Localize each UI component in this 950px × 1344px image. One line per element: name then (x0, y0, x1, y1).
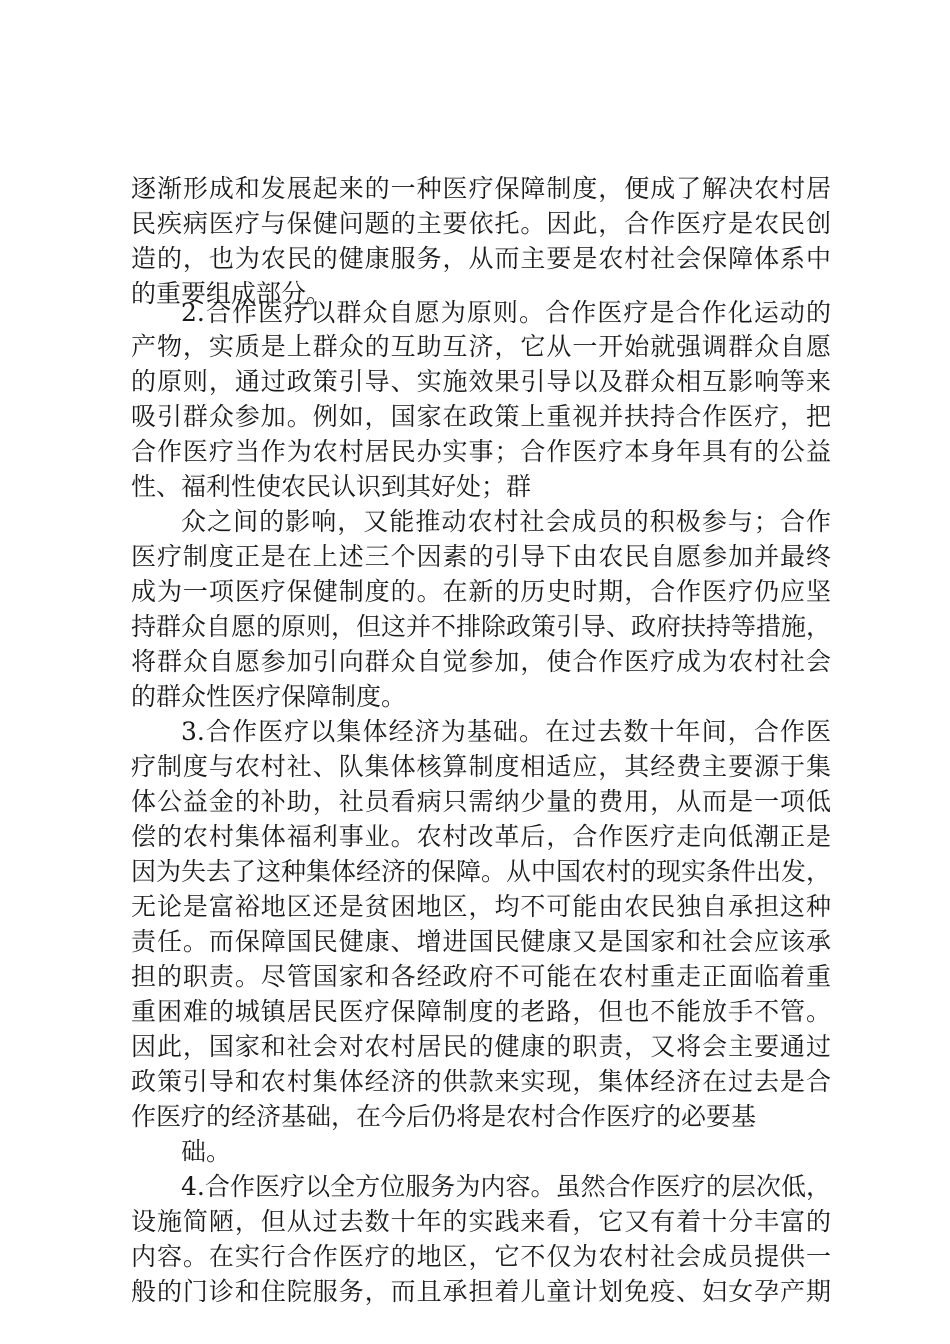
text-line: 重困难的城镇居民医疗保障制度的老路，但也不能放手不管。 (131, 997, 831, 1026)
text-line: 偿的农村集体福利事业。农村改革后，合作医疗走向低潮正是 (131, 822, 831, 851)
text-line: 般的门诊和住院服务，而且承担着儿童计划免疫、妇女孕产期 (131, 1277, 831, 1306)
text-line: 吸引群众参加。例如，国家在政策上重视并扶持合作医疗，把 (131, 402, 831, 431)
text-line: 性、福利性使农民认识到其好处；群 (131, 472, 532, 501)
paragraph-2-first-line: 2.合作医疗以群众自愿为原则。合作医疗是合作化运动的 (181, 298, 831, 327)
text-line: 体公益金的补助，社员看病只需纳少量的费用，从而是一项低 (131, 787, 831, 816)
paragraph-4-first-line: 4.合作医疗以全方位服务为内容。虽然合作医疗的层次低， (181, 1172, 831, 1201)
text-line: 持群众自愿的原则，但这并不排除政策引导、政府扶持等措施， (131, 612, 832, 641)
text-line: 众之间的影响，又能推动农村社会成员的积极参与；合作 (181, 507, 831, 536)
text-line: 础。 (181, 1137, 232, 1166)
text-line: 将群众自愿参加引向群众自觉参加，使合作医疗成为农村社会 (131, 647, 831, 676)
text-line: 合作医疗当作为农村居民办实事；合作医疗本身年具有的公益 (131, 437, 831, 466)
text-line: 因此，国家和社会对农村居民的健康的职责，又将会主要通过 (131, 1032, 831, 1061)
paragraph-3-first-line: 3.合作医疗以集体经济为基础。在过去数十年间，合作医 (181, 717, 831, 746)
text-line: 无论是富裕地区还是贫困地区，均不可能由农民独自承担这种 (131, 892, 831, 921)
text-line: 造的，也为农民的健康服务，从而主要是农村社会保障体系中 (131, 244, 831, 273)
text-line: 成为一项医疗保健制度的。在新的历史时期，合作医疗仍应坚 (131, 577, 831, 606)
text-line: 责任。而保障国民健康、增进国民健康又是国家和社会应该承 (131, 927, 831, 956)
text-line: 民疾病医疗与保健问题的主要依托。因此，合作医疗是农民创 (131, 209, 831, 238)
text-line: 内容。在实行合作医疗的地区，它不仅为农村社会成员提供一 (131, 1242, 831, 1271)
text-line: 疗制度与农村社、队集体核算制度相适应，其经费主要源于集 (131, 752, 831, 781)
text-line: 作医疗的经济基础，在今后仍将是农村合作医疗的必要基 (131, 1102, 757, 1131)
text-line: 政策引导和农村集体经济的供款来实现，集体经济在过去是合 (131, 1067, 831, 1096)
text-line: 的重要组成部分。 (131, 279, 332, 308)
text-line: 逐渐形成和发展起来的一种医疗保障制度，便成了解决农村居 (131, 174, 831, 203)
text-line: 的原则，通过政策引导、实施效果引导以及群众相互影响等来 (131, 367, 831, 396)
text-line: 的群众性医疗保障制度。 (131, 682, 407, 711)
text-line: 因为失去了这种集体经济的保障。从中国农村的现实条件出发， (131, 857, 832, 886)
text-line: 医疗制度正是在上述三个因素的引导下由农民自愿参加并最终 (131, 542, 831, 571)
text-line: 设施简陋，但从过去数十年的实践来看，它又有着十分丰富的 (131, 1207, 831, 1236)
text-line: 担的职责。尽管国家和各经政府不可能在农村重走正面临着重 (131, 962, 831, 991)
text-line: 产物，实质是上群众的互助互济，它从一开始就强调群众自愿 (131, 332, 831, 361)
